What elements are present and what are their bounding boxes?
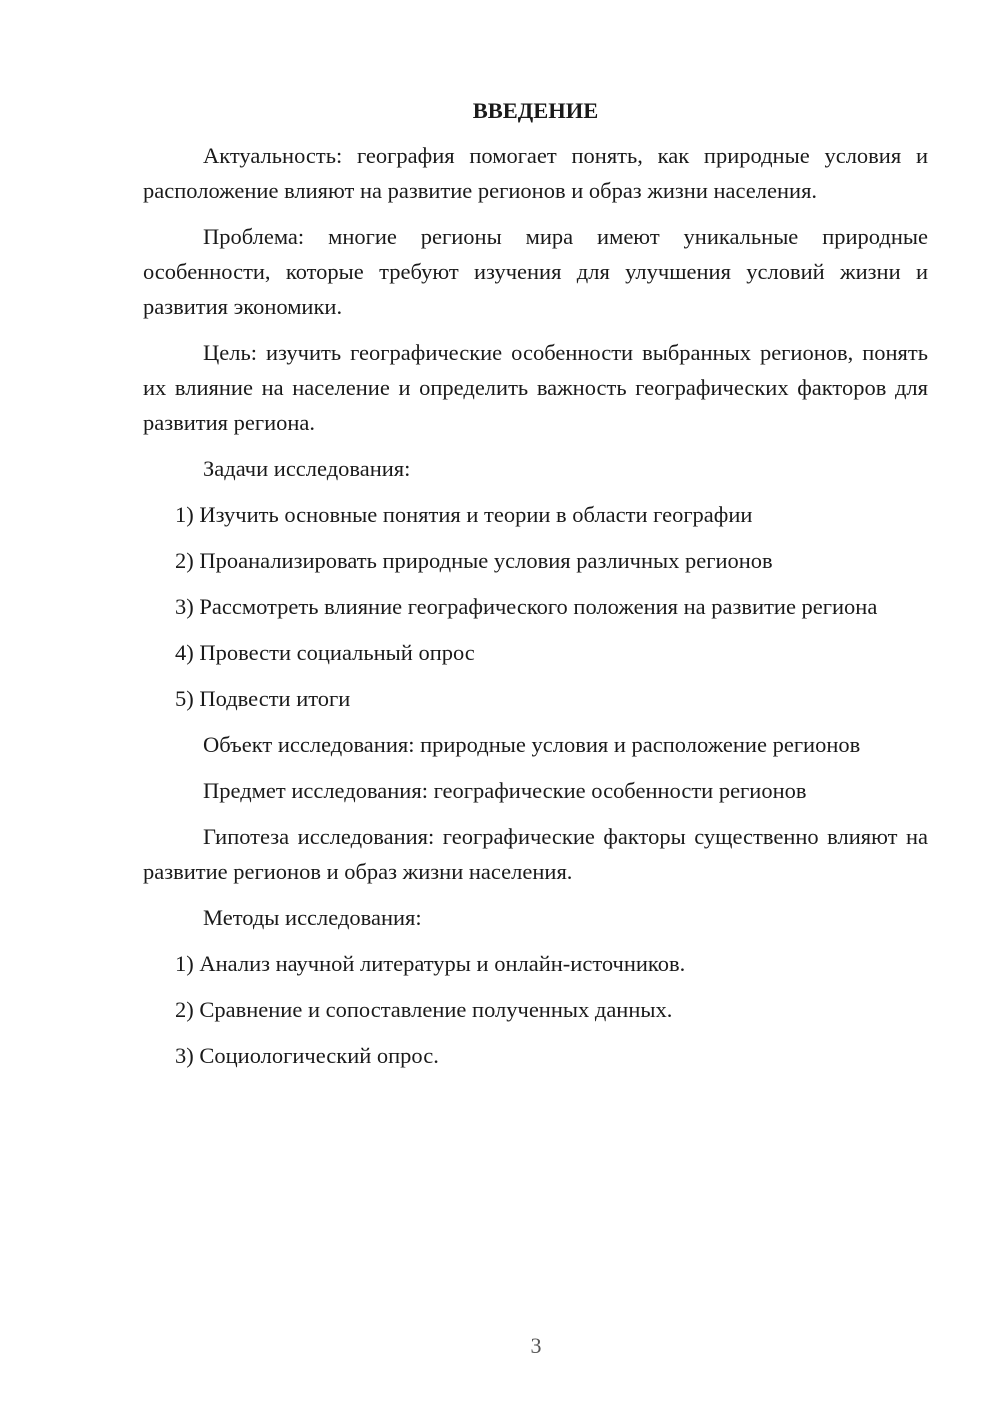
- task-item: 3) Рассмотреть влияние географического положения на развитие региона: [175, 594, 878, 619]
- page-content: [143, 93, 928, 1084]
- method-item: 1) Анализ научной литературы и онлайн-источников.: [175, 951, 686, 976]
- subject-paragraph: Предмет исследования: географические особенности регионов: [203, 778, 807, 803]
- task-item: 2) Проанализировать природные условия различных регионов: [175, 548, 773, 573]
- method-item: 2) Сравнение и сопоставление полученных данных.: [175, 997, 673, 1022]
- problem-paragraph: Проблема: многие регионы мира имеют уникальные природные особенности, которые требуют изучения для улучшения условий жизни и развития экономики.: [143, 224, 928, 319]
- goal-paragraph: Цель: изучить географические особенности выбранных регионов, понять их влияние на население и определить важность географических факторов для развития региона.: [143, 340, 928, 435]
- task-item: 4) Провести социальный опрос: [175, 640, 475, 665]
- section-heading: ВВЕДЕНИЕ: [472, 98, 599, 123]
- tasks-title: Задачи исследования:: [203, 456, 411, 481]
- object-paragraph: Объект исследования: природные условия и расположение регионов: [203, 732, 861, 757]
- task-item: 1) Изучить основные понятия и теории в области географии: [175, 502, 753, 527]
- methods-title: Методы исследования:: [203, 905, 422, 930]
- task-item: 5) Подвести итоги: [175, 686, 351, 711]
- relevance-paragraph: Актуальность: география помогает понять, как природные условия и расположение влияют на развитие регионов и образ жизни населения.: [143, 143, 928, 203]
- page-number: 3: [530, 1333, 542, 1358]
- method-item: 3) Социологический опрос.: [175, 1043, 439, 1068]
- hypothesis-paragraph: Гипотеза исследования: географические факторы существенно влияют на развитие регионов и образ жизни населения.: [143, 824, 928, 884]
